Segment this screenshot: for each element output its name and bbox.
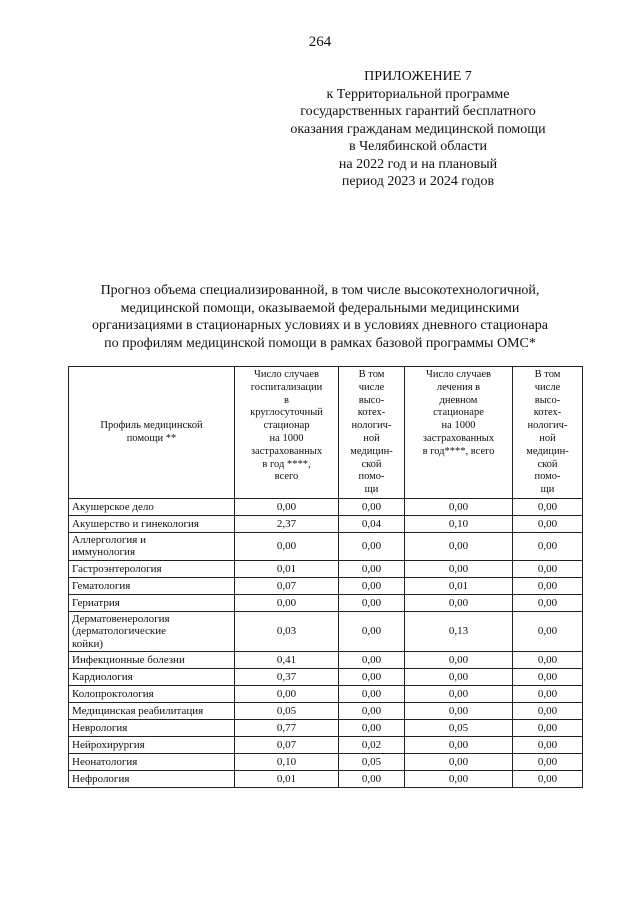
column-header-profile [69,367,235,499]
appendix-line: в Челябинской области [348,139,488,154]
value-cell: 0,03 [235,611,339,652]
column-header-line: на 1000 [269,432,304,444]
column-header [405,367,513,499]
value-cell: 0,00 [405,754,513,771]
table-row [69,686,583,703]
table-row [69,532,583,560]
value-cell: 0,00 [339,720,405,737]
value-cell: 0,00 [339,703,405,720]
title-line: по профилям медицинской помощи в рамках базовой программы ОМС* [104,335,536,351]
profile-cell [69,686,235,703]
column-header-line: высо- [358,394,385,406]
value-cell: 0,00 [405,703,513,720]
column-header-line: нологич- [351,420,392,432]
value-cell: 0,02 [339,737,405,754]
value-cell: 0,00 [235,532,339,560]
value-cell: 0,00 [405,652,513,669]
value-cell: 0,00 [513,720,583,737]
value-cell: 0,05 [235,703,339,720]
document-title [60,282,580,352]
profile-line: Аллергология и [72,533,146,546]
value-cell: 0,00 [339,611,405,652]
value-cell: 0,13 [405,611,513,652]
value-cell: 0,00 [339,498,405,515]
value-cell: 0,00 [513,498,583,515]
column-header-line: на 1000 [441,420,476,432]
profile-line: Гастроэнтерология [72,562,162,575]
profile-line: Неонатология [72,756,138,769]
column-header-line: круглосуточный [250,407,323,419]
value-cell: 0,01 [235,771,339,788]
column-header-line: застрахованных [422,432,495,444]
value-cell: 0,05 [339,754,405,771]
profile-cell [69,611,235,652]
value-cell: 0,10 [235,754,339,771]
column-header-line: котех- [533,407,562,419]
profile-cell [69,652,235,669]
profile-cell [69,720,235,737]
value-cell: 0,00 [513,737,583,754]
column-header-line: числе [358,381,385,393]
table-row [69,703,583,720]
value-cell: 0,07 [235,577,339,594]
value-cell: 0,00 [405,594,513,611]
profile-cell [69,754,235,771]
column-header-line: стационаре [433,407,484,419]
value-cell: 0,00 [513,560,583,577]
value-cell: 0,00 [405,532,513,560]
title-line: Прогноз объема специализированной, в том числе высокотехнологичной, [100,283,540,298]
appendix-line: к Территориальной программе [326,86,510,102]
profile-cell [69,577,235,594]
table-row [69,771,583,788]
column-header-line: помо- [358,471,385,483]
forecast-table [68,366,583,788]
column-header-line: госпитализации [250,381,323,393]
value-cell: 0,00 [339,771,405,788]
table-row [69,669,583,686]
column-header [339,367,405,499]
column-header-line: медицин- [350,445,393,457]
value-cell: 0,00 [513,611,583,652]
value-cell: 0,00 [513,669,583,686]
profile-line: Нейрохирургия [72,739,145,752]
column-header-line: лечения в [436,381,481,393]
value-cell: 0,00 [339,669,405,686]
profile-line: иммунология [72,546,135,559]
profile-line: Неврология [72,722,128,735]
table-row [69,720,583,737]
profile-cell [69,560,235,577]
value-cell: 0,00 [405,560,513,577]
value-cell: 0,00 [513,754,583,771]
table-row [69,498,583,515]
column-header-line: в [284,394,289,406]
column-header-line: ной [539,432,556,444]
column-header [235,367,339,499]
profile-cell [69,594,235,611]
profile-line: Инфекционные болезни [72,654,185,667]
column-header-line: Профиль медицинской [100,420,203,432]
value-cell: 0,00 [513,771,583,788]
column-header-line: ской [537,458,558,470]
profile-line: Гериатрия [72,596,120,609]
value-cell: 0,41 [235,652,339,669]
profile-cell [69,498,235,515]
value-cell: 0,00 [405,686,513,703]
profile-line: Гематология [72,579,131,592]
column-header-line: в год****, всего [422,445,495,457]
profile-cell [69,771,235,788]
value-cell: 0,00 [339,686,405,703]
value-cell: 0,07 [235,737,339,754]
table-row [69,560,583,577]
column-header-line: помощи ** [126,432,177,444]
column-header-line: Число случаев [426,369,491,380]
column-header-line: помо- [534,471,561,483]
title-line: медицинской помощи, оказываемой федеральными медицинскими [120,300,520,316]
value-cell: 0,00 [339,577,405,594]
profile-line: Колопроктология [72,688,154,701]
column-header-line: щи [540,484,555,496]
table-row [69,594,583,611]
value-cell: 0,00 [513,515,583,532]
column-header-line: стационар [263,420,310,432]
value-cell: 0,00 [405,669,513,686]
value-cell: 0,04 [339,515,405,532]
table-row [69,515,583,532]
appendix-line: оказания гражданам медицинской помощи [290,121,546,137]
column-header-line: ской [361,458,382,470]
value-cell: 0,00 [513,532,583,560]
profile-cell [69,669,235,686]
profile-line: Акушерство и гинекология [72,517,199,530]
profile-line: койки) [72,637,104,650]
appendix-line: ПРИЛОЖЕНИЕ 7 [364,69,472,84]
value-cell: 0,00 [235,498,339,515]
column-header-line: высо- [534,394,561,406]
value-cell: 0,00 [513,594,583,611]
column-header-line: В том [358,369,385,380]
value-cell: 2,37 [235,515,339,532]
profile-line: (дерматологические [72,625,167,638]
value-cell: 0,00 [513,577,583,594]
table-row [69,611,583,652]
column-header [513,367,583,499]
column-header-line: нологич- [527,420,568,432]
column-header-line: всего [274,471,299,483]
value-cell: 0,00 [513,703,583,720]
column-header-line: В том [534,369,561,380]
column-header-line: ной [363,432,380,444]
profile-line: Акушерское дело [72,500,154,513]
value-cell: 0,01 [405,577,513,594]
profile-cell [69,515,235,532]
column-header-line: застрахованных [250,445,323,457]
title-line: организациями в стационарных условиях и в условиях дневного стационара [92,318,548,333]
value-cell: 0,00 [235,686,339,703]
appendix-line: государственных гарантий бесплатного [300,104,536,119]
column-header-line: числе [534,381,561,393]
value-cell: 0,00 [339,532,405,560]
profile-cell [69,532,235,560]
value-cell: 0,00 [235,594,339,611]
profile-line: Дерматовенерология [72,612,170,625]
column-header-line: Число случаев [254,369,319,380]
value-cell: 0,00 [513,686,583,703]
value-cell: 0,05 [405,720,513,737]
table-row [69,754,583,771]
value-cell: 0,00 [339,652,405,669]
value-cell: 0,01 [235,560,339,577]
appendix-line: период 2023 и 2024 годов [341,174,495,189]
table-row [69,652,583,669]
value-cell: 0,00 [405,771,513,788]
profile-line: Нефрология [72,773,130,786]
column-header-line: медицин- [526,445,569,457]
value-cell: 0,00 [405,498,513,515]
table-body [69,498,583,788]
table-header-row [69,367,583,499]
profile-cell [69,737,235,754]
profile-line: Медицинская реабилитация [72,705,204,718]
column-header-line: в год ****, [262,458,311,470]
value-cell: 0,77 [235,720,339,737]
profile-cell [69,703,235,720]
value-cell: 0,00 [339,594,405,611]
column-header-line: котех- [357,407,386,419]
value-cell: 0,37 [235,669,339,686]
profile-line: Кардиология [72,671,133,684]
column-header-line: щи [364,484,379,496]
column-header-line: дневном [439,394,478,406]
table-row [69,577,583,594]
page-number: 264 [308,34,332,50]
value-cell: 0,00 [513,652,583,669]
appendix-line: на 2022 год и на плановый [338,156,498,172]
table-row [69,737,583,754]
appendix-heading [290,68,546,191]
value-cell: 0,00 [405,737,513,754]
value-cell: 0,10 [405,515,513,532]
value-cell: 0,00 [339,560,405,577]
